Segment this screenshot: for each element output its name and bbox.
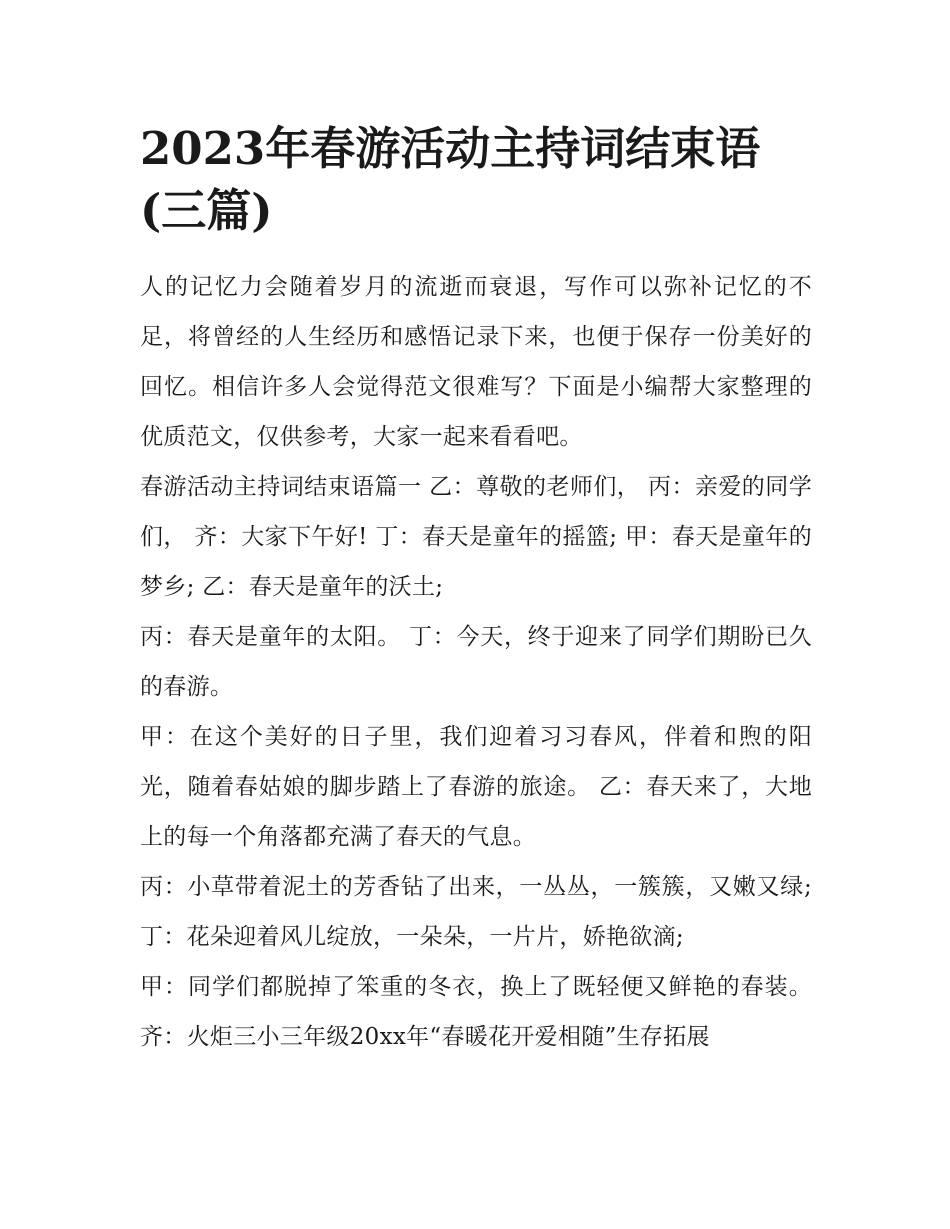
document-body <box>140 118 812 1062</box>
paragraph-opening-lines: 春游活动主持词结束语篇一 乙：尊敬的老师们， 丙：亲爱的同学们， 齐：大家下午好! 丁：春天是童年的摇篮; 甲：春天是童年的梦乡; 乙：春天是童年的沃土; <box>140 474 812 600</box>
paragraph-spring-trip: 丙：春天是童年的太阳。 丁：今天，终于迎来了同学们期盼已久的春游。 <box>140 624 812 700</box>
document-title: 2023年春游活动主持词结束语(三篇) <box>140 122 761 237</box>
paragraph-intro: 人的记忆力会随着岁月的流逝而衰退，写作可以弥补记忆的不足，将曾经的人生经历和感悟记录下来，也便于保存一份美好的回忆。相信许多人会觉得范文很难写？下面是小编帮大家整理的优质范文，仅供参考，大家一起来看看吧。 <box>140 274 812 450</box>
paragraph-spring-clothes: 甲：同学们都脱掉了笨重的冬衣，换上了既轻便又鲜艳的春装。 齐：火炬三小三年级20xx年“春暖花开爱相随”生存拓展 <box>140 974 812 1050</box>
paragraph-spring-breeze: 甲：在这个美好的日子里，我们迎着习习春风，伴着和煦的阳光，随着春姑娘的脚步踏上了春游的旅途。 乙：春天来了，大地上的每一个角落都充满了春天的气息。 <box>140 724 812 850</box>
paragraph-grass-flowers: 丙：小草带着泥土的芳香钻了出来，一丛丛，一簇簇，又嫩又绿; 丁：花朵迎着风儿绽放，一朵朵，一片片，娇艳欲滴; <box>140 874 812 950</box>
